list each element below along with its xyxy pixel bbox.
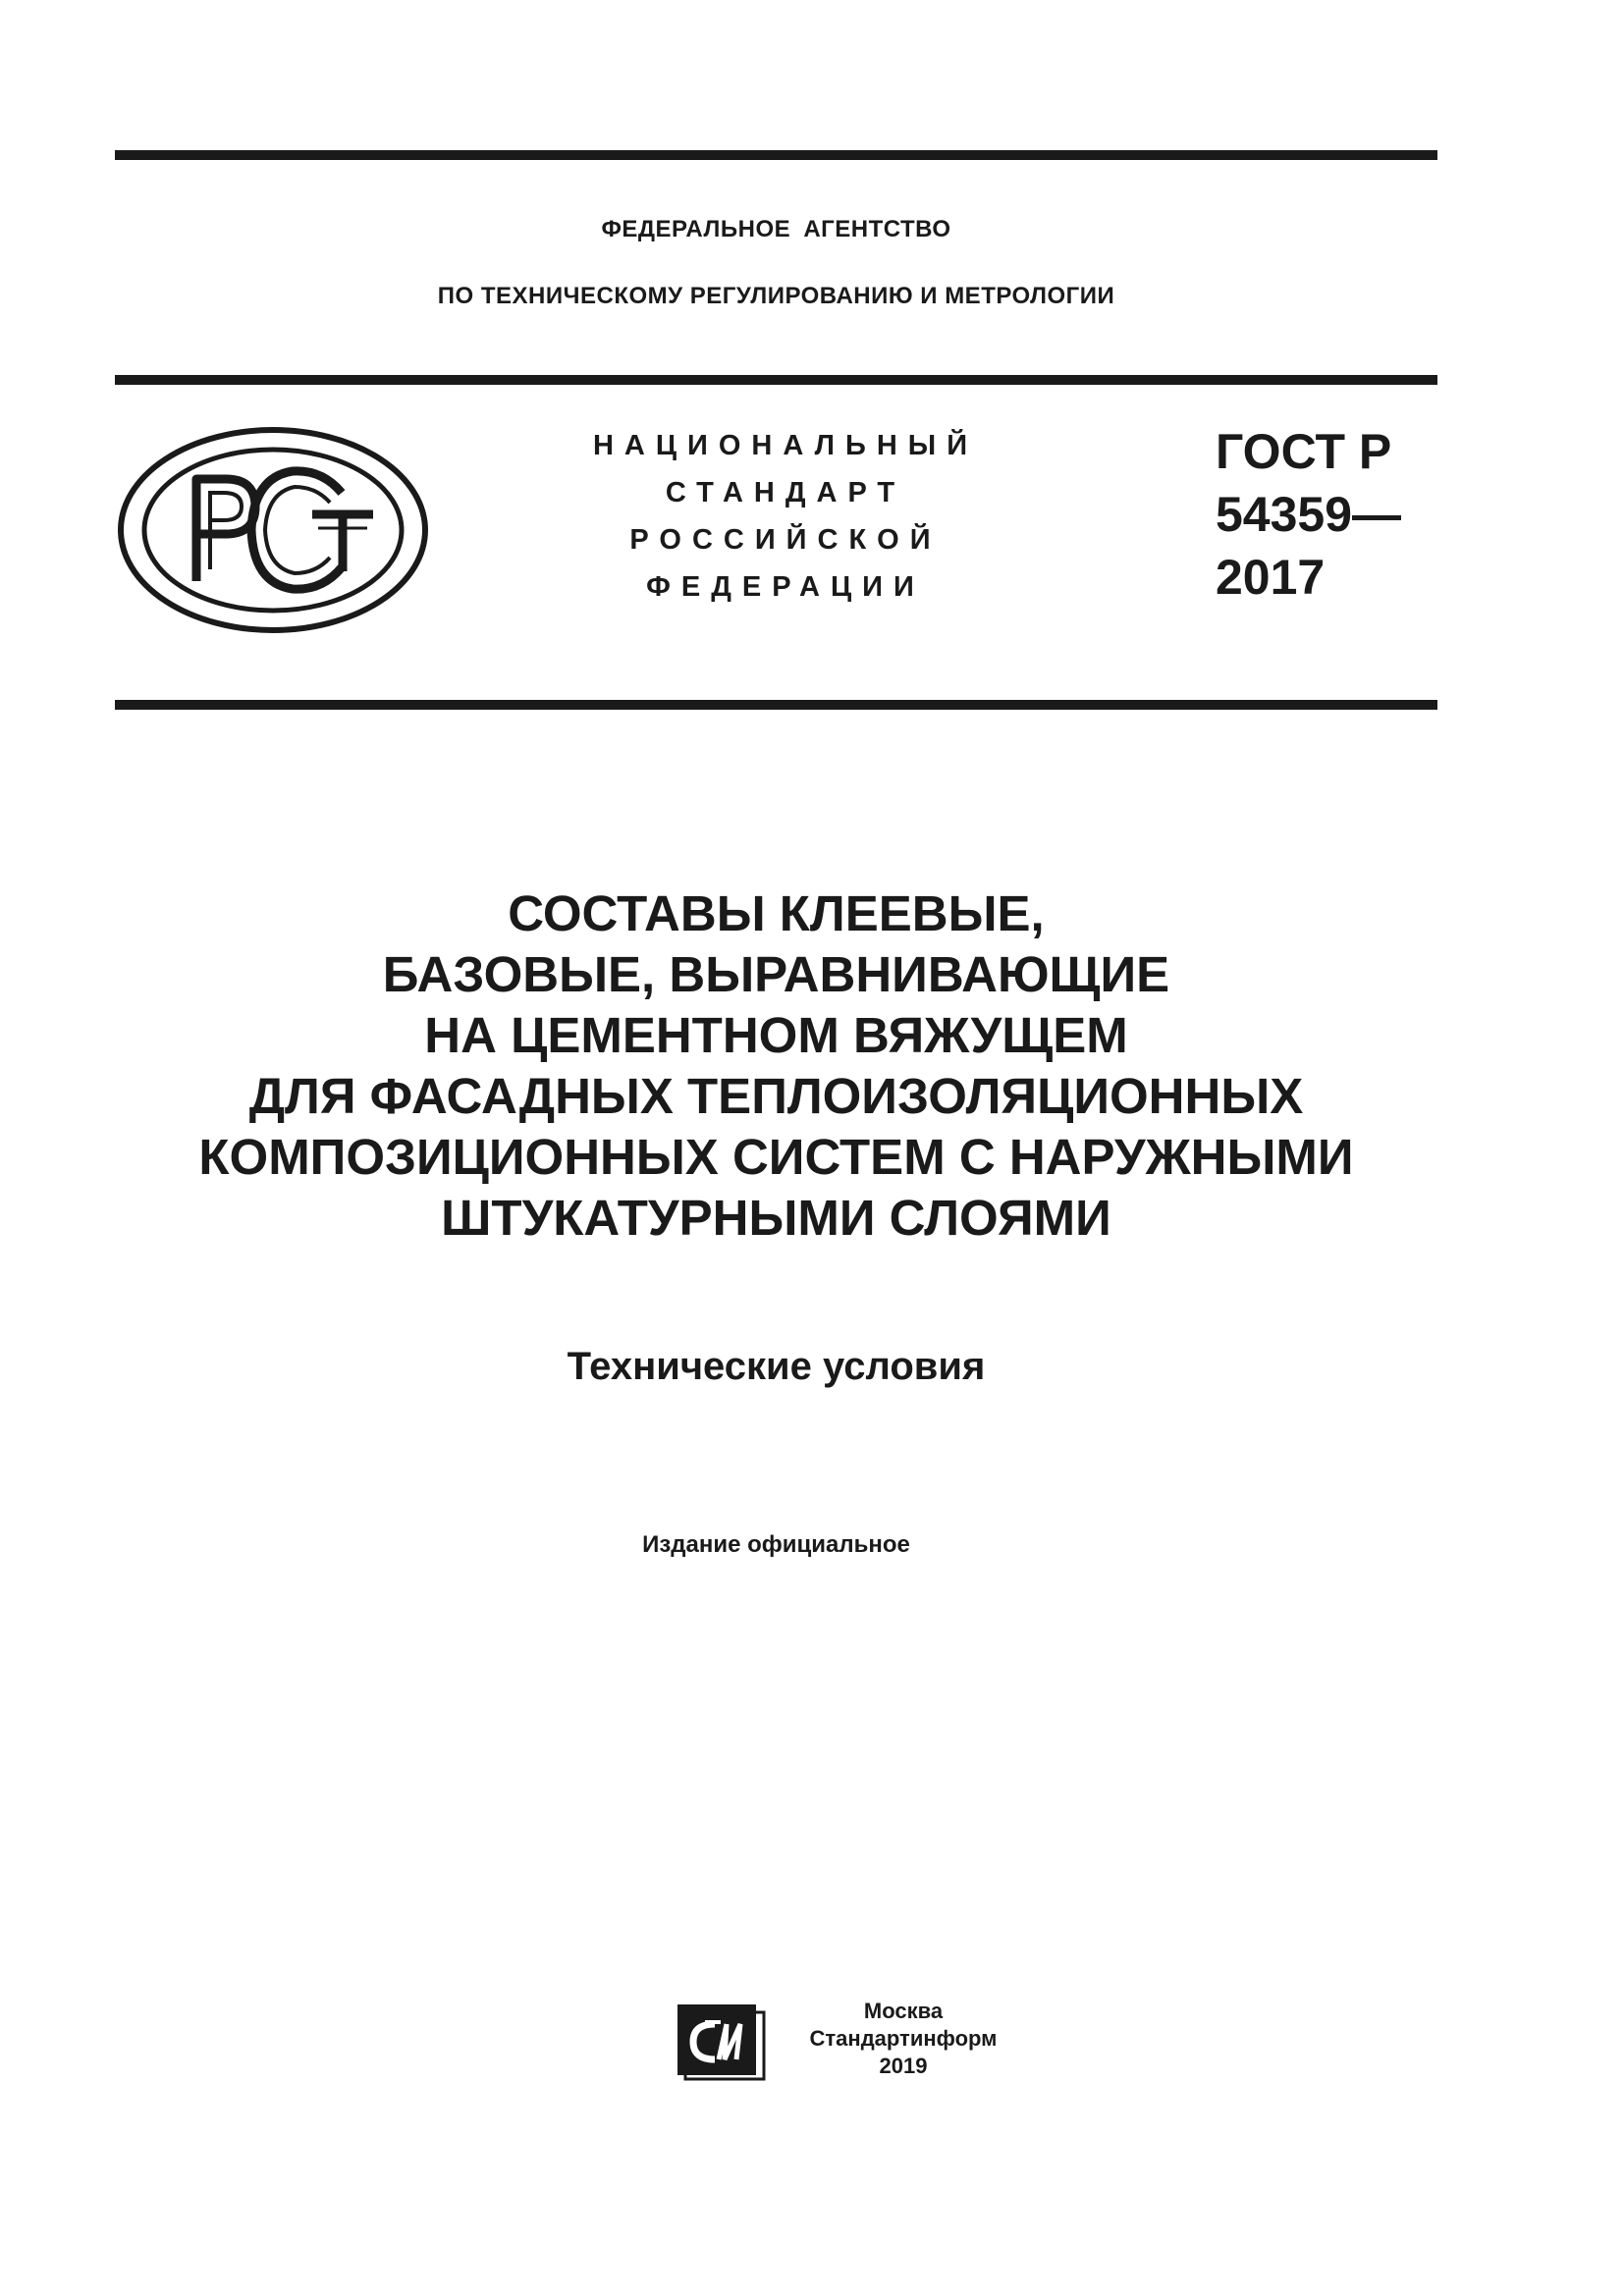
national-standard-line-3: РОССИЙСКОЙ (629, 524, 942, 556)
standard-designation-line-1: ГОСТ Р (1216, 424, 1392, 479)
title-line-1: СОСТАВЫ КЛЕЕВЫЕ, (508, 885, 1045, 941)
agency-line-1: ФЕДЕРАЛЬНОЕ АГЕНТСТВО (601, 216, 951, 242)
publisher-year: 2019 (879, 2054, 928, 2078)
publisher-name: Стандартинформ (809, 2026, 998, 2051)
standard-designation-line-2: 54359— (1216, 487, 1402, 542)
national-standard-line-4: ФЕДЕРАЦИИ (646, 571, 925, 603)
middle-rule (115, 375, 1437, 385)
lower-rule (115, 700, 1437, 710)
title-line-6: ШТУКАТУРНЫМИ СЛОЯМИ (441, 1190, 1111, 1246)
document-subtitle: Технические условия (567, 1345, 986, 1388)
title-line-2: БАЗОВЫЕ, ВЫРАВНИВАЮЩИЕ (382, 946, 1170, 1002)
document-title (115, 883, 1437, 1249)
title-line-4: ДЛЯ ФАСАДНЫХ ТЕПЛОИЗОЛЯЦИОННЫХ (248, 1068, 1304, 1124)
national-standard-line-2: СТАНДАРТ (665, 477, 906, 508)
publisher-city: Москва (863, 1999, 944, 2023)
standard-designation-line-3: 2017 (1216, 550, 1326, 605)
national-standard-label (550, 422, 1021, 611)
top-rule (115, 150, 1437, 160)
national-standard-line-1: НАЦИОНАЛЬНЫЙ (592, 430, 979, 461)
publisher-block (785, 1998, 1021, 2080)
title-line-3: НА ЦЕМЕНТНОМ ВЯЖУЩЕМ (424, 1007, 1128, 1063)
standard-designation (1216, 420, 1401, 609)
rst-mark-icon (116, 424, 430, 636)
edition-note: Издание официальное (642, 1531, 910, 1558)
standartinform-logo-icon (676, 2002, 766, 2081)
agency-line-2: ПО ТЕХНИЧЕСКОМУ РЕГУЛИРОВАНИЮ И МЕТРОЛОГИИ (437, 283, 1115, 309)
title-line-5: КОМПОЗИЦИОННЫХ СИСТЕМ С НАРУЖНЫМИ (198, 1129, 1354, 1185)
